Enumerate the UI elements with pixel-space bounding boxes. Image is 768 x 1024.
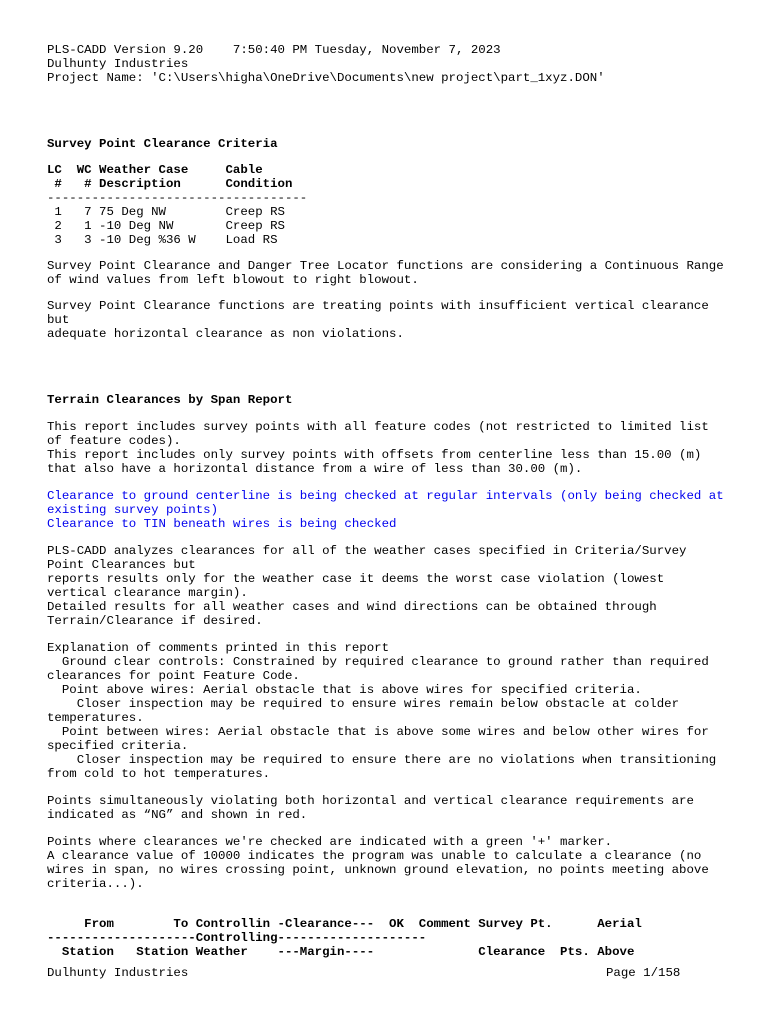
criteria-table-row: 2 1 -10 Deg NW Creep RS <box>47 219 285 233</box>
footer-company: Dulhunty Industries <box>47 966 189 980</box>
columns-header-2: --------------------Controlling-------------------- <box>47 931 427 945</box>
criteria-note-wind-range: Survey Point Clearance and Danger Tree Locator functions are considering a Continuous Range of wind values from left blowout to right blowout. <box>47 259 724 287</box>
header-version-line: PLS-CADD Version 9.20 7:50:40 PM Tuesday, November 7, 2023 <box>47 43 501 57</box>
spacer <box>47 628 727 641</box>
terrain-ng-paragraph: Points simultaneously violating both horizontal and vertical clearance requirements are indicated as “NG” and shown in red. <box>47 794 702 822</box>
header-company: Dulhunty Industries <box>47 57 189 71</box>
criteria-table-separator: ----------------------------------- <box>47 191 308 205</box>
spacer <box>47 151 727 163</box>
columns-header-3: Station Station Weather ---Margin---- Clearance Pts. Above <box>47 945 635 959</box>
spacer <box>47 822 727 835</box>
terrain-marker-paragraph: Points where clearances we're checked are indicated with a green '+' marker. A clearance value of 10000 indicates the program was unable to calculate a clearance (no wires in span, no wires crossing point, unknown ground elevation, no points meeting above criteria...). <box>47 835 709 891</box>
spacer <box>47 85 727 137</box>
criteria-table-header-1: LC WC Weather Case Cable <box>47 163 263 177</box>
terrain-tin-note: Clearance to TIN beneath wires is being checked <box>47 517 397 531</box>
terrain-scope-paragraph: This report includes survey points with all feature codes (not restricted to limited list of feature codes). This report includes only survey points with offsets from centerline less than 15.00 (m) that also have a horizontal distance from a wire of less than 30.00 (m). <box>47 420 709 476</box>
terrain-centerline-note: Clearance to ground centerline is being checked at regular intervals (only being checked at existing survey points) <box>47 489 732 517</box>
criteria-note-violations: Survey Point Clearance functions are treating points with insufficient vertical clearance but adequate horizontal clearance as non violations. <box>47 299 709 341</box>
criteria-title: Survey Point Clearance Criteria <box>47 137 278 151</box>
terrain-explanation: Explanation of comments printed in this report Ground clear controls: Constrained by required clearance to ground rather than required clearances for point Feature Code. Point above wires: Aerial obstacle that is above wires for specified criteria. Closer inspection may be required to ensure wires remain below obstacle at colder temperatures. Point between wires: Aerial obstacle that is above some wires and below other wires for specified criteria. Closer inspection may be required to ensure there are no violations when transitioning from cold to hot temperatures. <box>47 641 717 781</box>
spacer <box>47 341 727 393</box>
terrain-analysis-paragraph: PLS-CADD analyzes clearances for all of the weather cases specified in Criteria/Survey Point Clearances but reports results only for the weather case it deems the worst case violation (lowest vertical clearance margin). Detailed results for all weather cases and wind directions can be obtained through Terrain/Clearance if desired. <box>47 544 687 628</box>
spacer <box>47 247 727 259</box>
columns-header-1: From To Controllin -Clearance--- OK Comment Survey Pt. Aerial <box>47 917 642 931</box>
spacer <box>47 407 727 420</box>
criteria-table-row: 3 3 -10 Deg %36 W Load RS <box>47 233 278 247</box>
spacer <box>47 531 727 544</box>
criteria-table-header-2: # # Description Condition <box>47 177 293 191</box>
spacer <box>47 781 727 794</box>
terrain-title: Terrain Clearances by Span Report <box>47 393 293 407</box>
spacer <box>47 287 727 299</box>
footer-page-number: Page 1/158 <box>606 966 681 980</box>
criteria-table-row: 1 7 75 Deg NW Creep RS <box>47 205 285 219</box>
report-content <box>47 43 732 959</box>
spacer <box>47 891 727 917</box>
header-project-name: Project Name: 'C:\Users\higha\OneDrive\Documents\new project\part_1xyz.DON' <box>47 71 605 85</box>
spacer <box>47 476 727 489</box>
